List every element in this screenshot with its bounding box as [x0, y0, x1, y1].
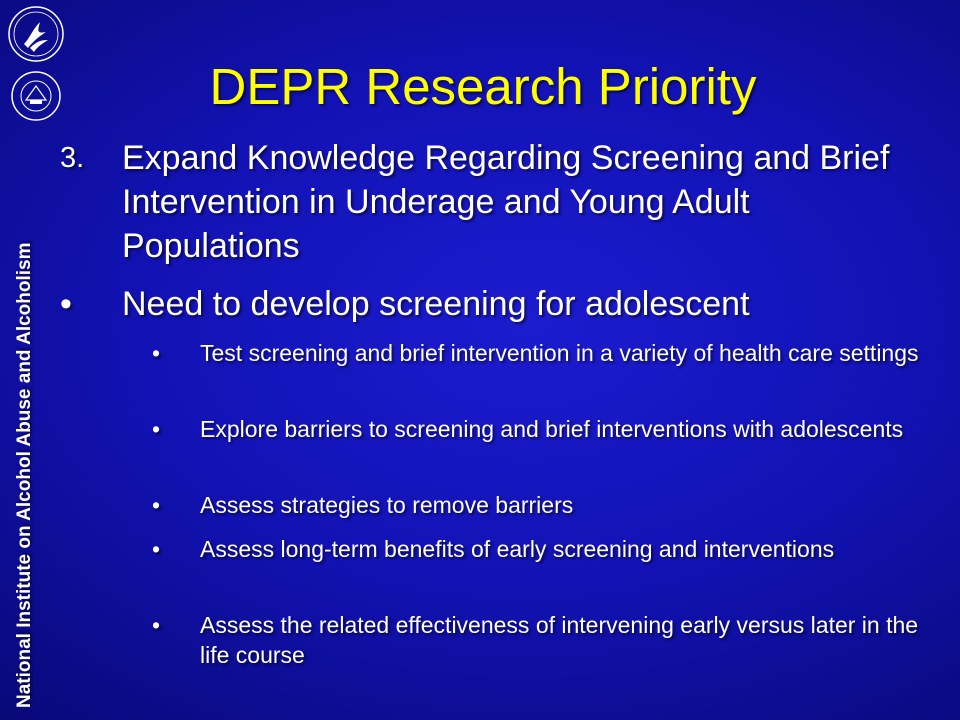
main-bullet-icon: •: [60, 285, 72, 323]
sub-bullet-icon: •: [152, 536, 161, 562]
numbered-item-marker: 3.: [60, 142, 85, 174]
sub-bullet-icon: •: [152, 416, 161, 442]
sub-bullet-text: Test screening and brief intervention in a variety of health care settings: [200, 340, 919, 366]
hhs-seal-icon: [6, 4, 66, 64]
slide-title: DEPR Research Priority: [209, 58, 757, 115]
nih-seal-icon: [10, 70, 62, 122]
sub-bullet-icon: •: [152, 340, 161, 366]
sub-bullet-text: Assess long-term benefits of early screening and interventions: [200, 536, 835, 562]
sub-bullet-icon: •: [152, 612, 161, 638]
sub-bullet-text: Assess the related effectiveness of intervening early versus later in the life course: [200, 612, 919, 668]
sub-bullet-text: Explore barriers to screening and brief interventions with adolescents: [200, 416, 904, 442]
numbered-item-text: Expand Knowledge Regarding Screening and Brief Intervention in Underage and Young Adult Populations: [122, 139, 890, 265]
sub-bullet-icon: •: [152, 492, 161, 518]
institute-side-label: National Institute on Alcohol Abuse and Alcoholism: [14, 242, 35, 708]
sub-bullet-text: Assess strategies to remove barriers: [200, 492, 574, 518]
main-bullet-text: Need to develop screening for adolescent: [122, 285, 750, 323]
